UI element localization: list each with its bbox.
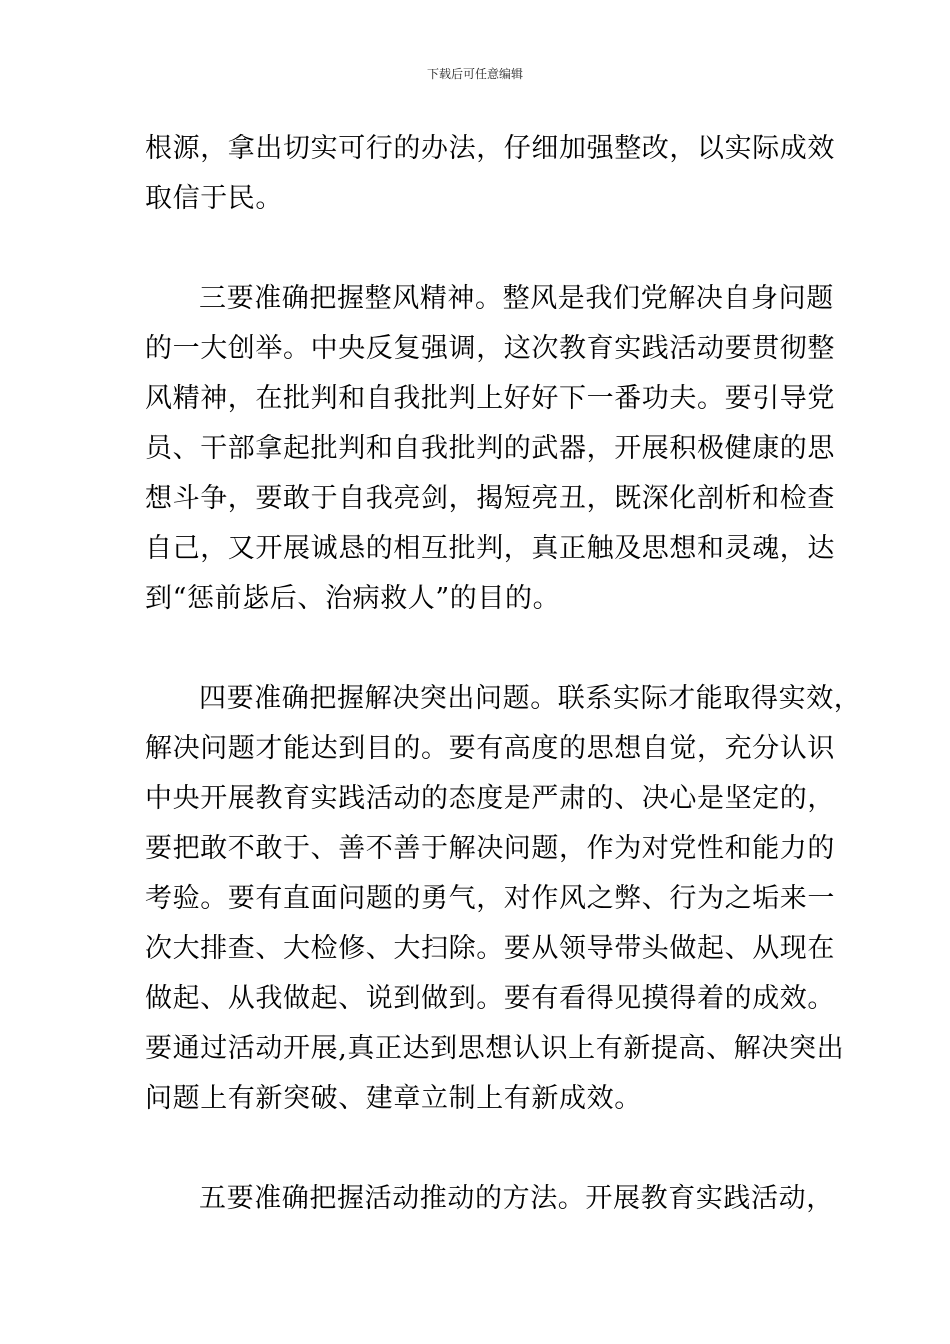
- text-line: 到“惩前毖后、治病救人”的目的。: [145, 583, 561, 614]
- text-line: 员、干部拿起批判和自我批判的武器，开展积极健康的思: [145, 433, 835, 464]
- text-line: 风精神，在批判和自我批判上好好下一番功夫。要引导党: [145, 383, 835, 414]
- text-line: 根源，拿出切实可行的办法，仔细加强整改，以实际成效: [145, 133, 835, 164]
- text-line: 五要准确把握活动推动的方法。开展教育实践活动，: [199, 1183, 834, 1214]
- page-header: 下载后可任意编辑: [426, 67, 523, 81]
- text-line: 自己，又开展诚恳的相互批判，真正触及思想和灵魂，达: [145, 533, 835, 564]
- text-line: 做起、从我做起、说到做到。要有看得见摸得着的成效。: [145, 983, 835, 1014]
- text-line: 问题上有新突破、建章立制上有新成效。: [145, 1083, 642, 1114]
- text-line: 考验。要有直面问题的勇气，对作风之弊、行为之垢来一: [145, 883, 835, 914]
- text-line: 中央开展教育实践活动的态度是严肃的、决心是坚定的，: [145, 783, 835, 814]
- text-line: 四要准确把握解决突出问题。联系实际才能取得实效，: [199, 683, 862, 714]
- text-line: 解决问题才能达到目的。要有高度的思想自觉，充分认识: [145, 733, 835, 764]
- text-line: 要把敢不敢于、善不善于解决问题，作为对党性和能力的: [145, 833, 835, 864]
- text-line: 取信于民。: [145, 183, 283, 214]
- document-body: [145, 124, 862, 1224]
- paragraph-3: [145, 674, 862, 1124]
- paragraph-2: [145, 274, 835, 624]
- paragraph-4: [145, 1174, 834, 1224]
- paragraph-1: [145, 124, 835, 224]
- text-line: 的一大创举。中央反复强调，这次教育实践活动要贯彻整: [145, 333, 835, 364]
- text-line: 想斗争，要敢于自我亮剑，揭短亮丑，既深化剖析和检查: [145, 483, 835, 514]
- text-line: 三要准确把握整风精神。整风是我们党解决自身问题: [199, 283, 834, 314]
- text-line: 次大排查、大检修、大扫除。要从领导带头做起、从现在: [145, 933, 835, 964]
- text-line: 要通过活动开展,真正达到思想认识上有新提高、解决突出: [145, 1033, 845, 1064]
